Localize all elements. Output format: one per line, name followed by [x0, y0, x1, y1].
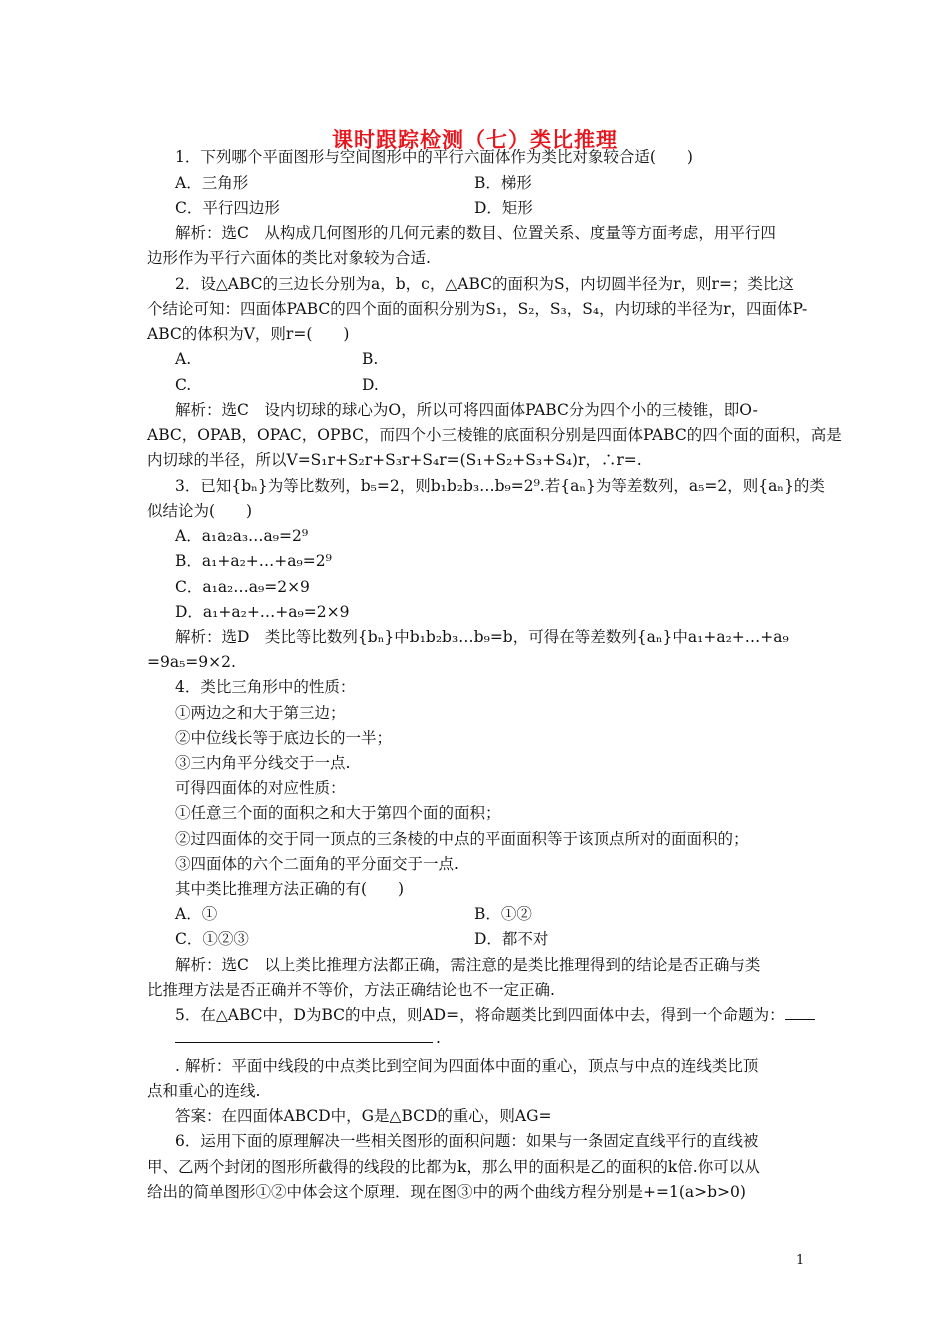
q2-option-d: D.	[362, 376, 379, 394]
q3-option-c: C．a₁a₂…a₉=2×9	[175, 578, 310, 596]
q5-stem-line1	[175, 1005, 815, 1025]
q3-stem-line2: 似结论为( )	[147, 502, 253, 520]
q4-option-d: D．都不对	[474, 930, 549, 948]
q4-stem-line1: 4．类比三角形中的性质：	[175, 678, 356, 696]
q2-option-a: A.	[175, 350, 192, 368]
q4-option-b: B．①②	[474, 905, 532, 923]
q5-answer: 答案：在四面体ABCD中，G是△BCD的重心，则AG=	[175, 1107, 552, 1125]
q2-solution-line1: 解析：选C 设内切球的球心为O，所以可将四面体PABC分为四个小的三棱锥，即O-	[175, 401, 758, 419]
q5-solution-line1: . 解析：平面中线段的中点类比到空间为四面体中面的重心，顶点与中点的连线类比顶	[175, 1057, 759, 1075]
q3-solution-line1: 解析：选D 类比等比数列{bₙ}中b₁b₂b₃…b₉=b，可得在等差数列{aₙ}中a₁+a₂+…+a₉	[175, 628, 789, 646]
q4-tetra-property-3: ③四面体的六个二面角的平分面交于一点.	[175, 855, 459, 873]
q2-solution-line3: 内切球的半径，所以V=S₁r+S₂r+S₃r+S₄r=(S₁+S₂+S₃+S₄)r，∴r=.	[147, 451, 642, 469]
q3-option-b: B．a₁+a₂+…+a₉=2⁹	[175, 552, 332, 570]
q4-property-3: ③三内角平分线交于一点.	[175, 754, 351, 772]
q4-property-1: ①两边之和大于第三边；	[175, 704, 346, 722]
q6-stem-line1: 6．运用下面的原理解决一些相关图形的面积问题：如果与一条固定直线平行的直线被	[175, 1132, 759, 1150]
q4-tetra-property-2: ②过四面体的交于同一顶点的三条棱的中点的平面面积等于该顶点所对的面面积的；	[175, 830, 749, 848]
q1-solution-line1: 解析：选C 从构成几何图形的几何元素的数目、位置关系、度量等方面考虑，用平行四	[175, 224, 776, 242]
q5-stem-text: 5．在△ABC中，D为BC的中点，则AD=，将命题类比到四面体中去，得到一个命题为：	[175, 1006, 785, 1024]
q4-option-c: C．①②③	[175, 930, 249, 948]
q1-solution-line2: 边形作为平行六面体的类比对象较为合适.	[147, 249, 431, 267]
q4-tetra-property-1: ①任意三个面的面积之和大于第四个面的面积；	[175, 804, 501, 822]
q5-solution-line2: 点和重心的连线.	[147, 1082, 261, 1100]
page-title: 课时跟踪检测（七）类比推理	[332, 127, 618, 152]
q2-option-c: C.	[175, 376, 192, 394]
q4-solution-line2: 比推理方法是否正确并不等价，方法正确结论也不一定正确.	[147, 981, 555, 999]
q2-stem-line3: ABC的体积为V，则r=( )	[147, 325, 350, 343]
q4-stem-line3: 其中类比推理方法正确的有( )	[175, 880, 405, 898]
q2-option-b: B.	[362, 350, 379, 368]
q6-stem-line3: 给出的简单图形①②中体会这个原理．现在图③中的两个曲线方程分别是+=1(a>b>0)	[147, 1183, 746, 1201]
q1-option-a: A．三角形	[175, 174, 249, 192]
q2-solution-line2: ABC，OPAB，OPAC，OPBC，而四个小三棱锥的底面积分别是四面体PABC的四个面的面积，高是	[147, 426, 842, 444]
q1-option-d: D．矩形	[474, 199, 533, 217]
q3-option-a: A．a₁a₂a₃…a₉=2⁹	[175, 527, 309, 545]
q3-option-d: D．a₁+a₂+…+a₉=2×9	[175, 603, 350, 621]
q1-option-b: B．梯形	[474, 174, 532, 192]
q5-stem-line2-end: .	[436, 1029, 441, 1047]
q4-property-2: ②中位线长等于底边长的一半；	[175, 729, 393, 747]
q1-stem: 1．下列哪个平面图形与空间图形中的平行六面体作为类比对象较合适( )	[175, 148, 693, 166]
q4-option-a: A．①	[175, 905, 218, 923]
answer-blank-line	[175, 1042, 433, 1043]
q4-stem-line2: 可得四面体的对应性质：	[175, 779, 346, 797]
q2-stem-line1: 2．设△ABC的三边长分别为a，b，c，△ABC的面积为S，内切圆半径为r，则r=；类比这	[175, 275, 794, 293]
answer-blank	[785, 1005, 815, 1020]
q3-stem-line1: 3．已知{bₙ}为等比数列，b₅=2，则b₁b₂b₃…b₉=2⁹.若{aₙ}为等差数列，a₅=2，则{aₙ}的类	[175, 477, 825, 495]
q3-solution-line2: =9a₅=9×2.	[147, 653, 236, 671]
q2-stem-line2: 个结论可知：四面体PABC的四个面的面积分别为S₁，S₂，S₃，S₄，内切球的半径为r，四面体P-	[147, 300, 808, 318]
q4-solution-line1: 解析：选C 以上类比推理方法都正确，需注意的是类比推理得到的结论是否正确与类	[175, 956, 761, 974]
q1-option-c: C．平行四边形	[175, 199, 280, 217]
q6-stem-line2: 甲、乙两个封闭的图形所截得的线段的比都为k，那么甲的面积是乙的面积的k倍.你可以从	[147, 1158, 760, 1176]
page-number: 1	[796, 1253, 805, 1268]
